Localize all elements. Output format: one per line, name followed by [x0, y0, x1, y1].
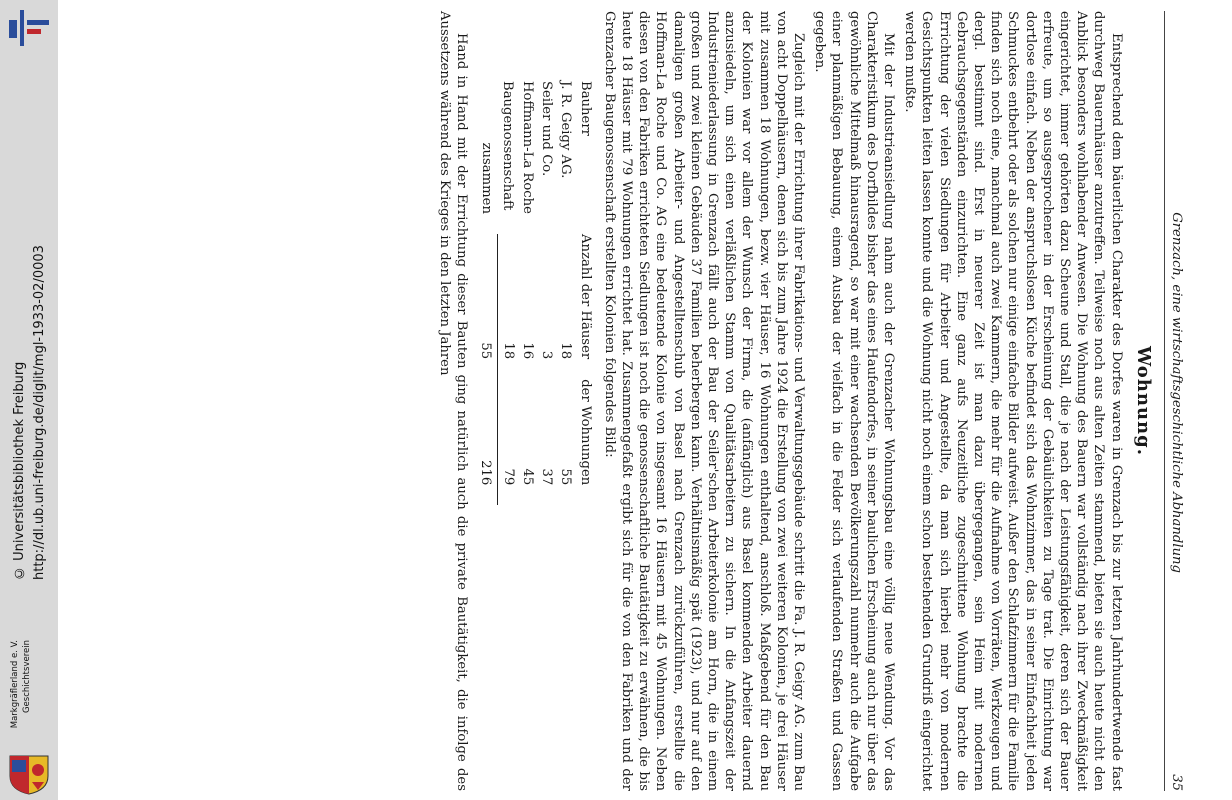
builder-name: Seiler und Co. — [539, 81, 555, 177]
copyright-notice: © Universitätsbibliothek Freiburg — [12, 361, 27, 580]
flats-count: 37 — [539, 468, 555, 486]
total-houses: 55 — [478, 342, 494, 360]
housing-table — [476, 81, 594, 505]
table-total-row — [476, 81, 498, 505]
paragraph: Mit der Industrieansiedlung nahm auch der Grenzacher Wohnungsbau eine völlig neue Wendung. Vor das Charakteristikum des Dorfbildes bisher das eines Haufendorfes, in seiner baulichen Erscheinung auch nur über das gewöhnliche Mittelmaß hinausragend, so war mit einer wachsenden Bevölkerungszahl nunmehr auch die Aufgabe einer planmäßigen Bebauung, einem Ausbau der vielfach in die Felder sich verlaufenden Straßen und Gassen gegeben. — [812, 11, 896, 791]
scanned-page — [85, 11, 1185, 791]
flats-count: 79 — [498, 379, 518, 505]
paragraph: Hand in Hand mit der Errichtung dieser Bauten ging natürlich auch die private Bautätigkeit, die infolge des Aussetzens während des Krieges in den letzten Jahren — [437, 11, 470, 791]
viewer-sidebar — [0, 0, 58, 800]
source-url[interactable]: http://dl.ub.uni-freiburg.de/diglit/mgl-1933-02/0003 — [32, 245, 47, 580]
society-name — [4, 640, 54, 750]
table-header: Bauherr — [578, 81, 594, 136]
running-head — [1164, 11, 1185, 791]
flats-count: 55 — [558, 468, 574, 486]
flats-count: 45 — [519, 468, 535, 486]
builder-name: J. R. Geigy AG. — [558, 81, 574, 179]
houses-count: 18 — [558, 342, 574, 360]
builder-name: Hoffmann-La Roche — [519, 81, 535, 214]
builder-name: Baugenossenschaft — [500, 81, 516, 211]
table-row — [556, 81, 575, 505]
table-header: der Wohnungen — [578, 379, 594, 486]
source-citation — [4, 60, 56, 620]
society-line-2: Markgräflerland e. V. — [10, 640, 20, 729]
total-flats: 216 — [478, 460, 494, 486]
table-header-row — [575, 81, 594, 505]
table-row — [498, 81, 518, 505]
running-head-title: Grenzach, eine wirtschaftsgeschichtliche Abhandlung — [1169, 212, 1184, 573]
houses-count: 18 — [498, 234, 518, 379]
table-header: Anzahl der Häuser — [578, 233, 594, 360]
document-viewport[interactable] — [80, 6, 1190, 796]
section-heading: Wohnung. — [1132, 346, 1154, 456]
total-label: zusammen — [478, 142, 494, 214]
paragraph: Entsprechend dem bäuerlichen Charakter des Dorfes waren in Grenzach bis zur letzten Jahrhundertwende fast durchweg Bauernhäuser anzutreffen. Teilweise noch aus alten Zeiten stammend, bieten sie auch heute nicht den Anblick besonders wohlhabender Anwesen. Die Wohnung des Bauern war vollständig nach ihrer Zweckmäßigkeit eingerichtet, immer gehörten dazu Scheune und Stall, die je nach der Leistungsfähigkeit, deren sich der Bauer erfreute, um so ausgesprochener in der Erscheinung der Gebäulichkeiten zu Tage trat. Die Einrichtung war dortlose einfach. Neben der anspruchslosen Küche befindet sich das Wohnzimmer, das in seiner Einfachheit jeden Schmuckes entbehrt oder als solchen nur einige einfache Bilder aufweist. Außer den Schlafzimmern für die Familie finden sich noch eine, manchmal auch zwei Kammern, die mehr für die Aufnahme von Vorräten, Werkzeugen und dergl. bestimmt sind. Erst in neuerer Zeit ist man dazu übergegangen, sein Heim mit modernen Gebrauchsgegenständen einzurichten. Eine ganz aufs Neuzeitliche zugeschnittene Wohnung brachte die Errichtung der vielen Siedlungen für Arbeiter und Angestellte, da man sich hierbei mehr von modernen Gesichtspunkten leiten lassen konnte und die Wohnung nicht noch einem schon bestehenden Grundriß eingerichtet werden mußte. — [902, 11, 1124, 791]
page-number: 35 — [1169, 774, 1184, 791]
coat-of-arms-icon — [4, 752, 54, 796]
table-row — [518, 81, 537, 505]
houses-count: 3 — [539, 350, 555, 360]
society-line-1: Geschichtsverein — [22, 640, 32, 714]
houses-count: 16 — [519, 342, 535, 360]
paragraph: Zugleich mit der Errichtung ihrer Fabrikations- und Verwaltungsgebäude schritt die Fa. J. R. Geigy AG. zum Bau von acht Doppelhäusern, denen sich bis zum Jahre 1924 die Erstellung von zwei weiteren Kolonien, je drei Häuser mit zusammen 18 Wohnungen, bezw. vier Häuser, 16 Wohnungen enthaltend, anschloß. Maßgebend für den Bau der Kolonien war vor allem der Wunsch der Firma, die (anfänglich) aus Basel kommenden Arbeiter dauernd anzusiedeln, um sich einen verläßlichen Stamm von Qualitätsarbeitern zu sichern. In die Anfangszeit der Industrieniederlassung in Grenzach fällt auch der Bau der Seiler'schen Arbeiterkolonie am Horn, die in einem großen und zwei kleinen Gebäuden 37 Familien beherbergen kann. Verhältnismäßig spät (1923), und nur auf den damaligen großen Arbeiter- und Angestelltenschub von Basel nach Grenzach zurückzuführen, erstellte die Hoffman-La Roche und Co. AG eine bedeutende Kolonie von insgesamt 16 Häusern mit 45 Wohnungen. Neben diesen von den Fabriken errichteten Siedlungen ist noch die genossenschaftliche Bautätigkeit zu erwähnen, die bis heute 18 Häuser mit 79 Wohnungen errichtet hat. Zusammengefaßt ergibt sich für die von den Fabriken und der Grenzacher Baugenossenschaft erstellten Kolonien folgendes Bild: — [601, 11, 806, 791]
table-row — [537, 81, 556, 505]
ub-freiburg-logo-icon — [6, 4, 52, 50]
